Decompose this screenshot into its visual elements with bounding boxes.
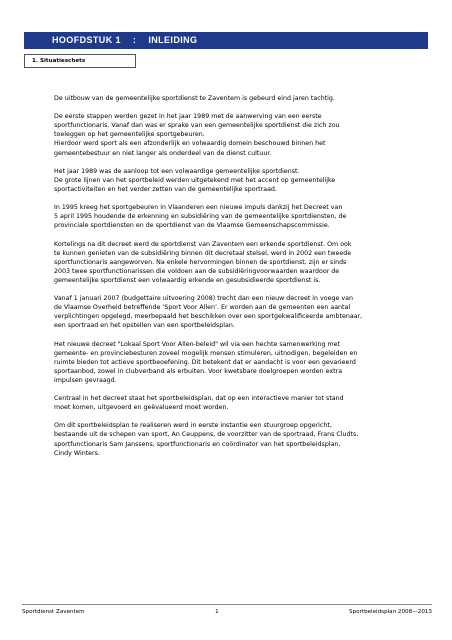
footer-organization: Sportdienst Zaventem xyxy=(22,609,85,615)
page-footer xyxy=(22,604,432,615)
paragraph: Het jaar 1989 was de aanloop tot een volwaardige gemeentelijke sportdienst. De grote lijnen van het sportbeleid werden uitgetekend met het accent op gemeentelijke sportactiviteiten en het verder zetten van de gemeentelijke sportraad. xyxy=(54,167,336,193)
paragraph: Centraal in het decreet staat het sportbeleidsplan, dat op een interactieve manier tot stand moet komen, uitgevoerd en geëvalueerd moet worden. xyxy=(54,395,344,412)
section-heading: 1. Situatieschets xyxy=(24,54,136,68)
body-text xyxy=(54,94,420,467)
page-number: 1 xyxy=(215,609,219,615)
paragraph: Kortelings na dit decreet werd de sportdienst van Zaventem een erkende sportdienst. Om ook te kunnen genieten van de subsidiëring binnen dit decretaal stelsel, werd in 2002 een tweede sportfunctionaris aangeworven. Na enkele hervormingen binnen de sportdienst, zijn er sinds 2003 twee sportfunctionarissen die voldoen aan de subsidiëringvoorwaarden waardoor de gemeentelijke sportdienst een volwaardig erkende en gesubsidieerde sportdienst is. xyxy=(54,240,352,284)
paragraph: De uitbouw van de gemeentelijke sportdienst te Zaventem is gebeurd eind jaren tachtig. xyxy=(54,95,335,102)
paragraph: In 1995 kreeg het sportgebeuren in Vlaanderen een nieuwe impuls dankzij het Decreet van 5 april 1995 houdende de erkenning en subsidiëring van de gemeentelijke sportdiensten, de provinciale sportdiensten en de sportdienst van de Vlaamse Gemeenschapscommissie. xyxy=(54,204,347,230)
paragraph: De eerste stappen werden gezet in het jaar 1989 met de aanwerving van een eerste sportfunctionaris. Vanaf dan was er sprake van een gemeentelijke sportdienst die zich zou toeleggen op het gemeentelijke sportgebeuren. Hierdoor werd sport als een afzonderlijk en volwaardig domein beschouwd binnen het gemeentebestuur en niet langer als onderdeel van de dienst cultuur. xyxy=(54,113,340,157)
chapter-title: INLEIDING xyxy=(148,35,198,45)
chapter-separator: : xyxy=(132,35,137,45)
paragraph: Om dit sportbeleidsplan te realiseren werd in eerste instantie een stuurgroep opgericht, bestaande uit de schepen van sport, An Ceuppens, de voorzitter van de sportraad, Frans Cludts, sportfunctionaris Sam Janssens, sportfunctionaris en coördinator van het sportbeleidsplan, Cindy Winters. xyxy=(54,422,359,457)
chapter-number: HOOFDSTUK 1 xyxy=(52,35,121,45)
chapter-header xyxy=(24,32,428,49)
paragraph: Het nieuwe decreet "Lokaal Sport Voor Allen-beleid" wil via een hechte samenwerking met gemeente- en provinciebesturen zoveel mogelijk mensen stimuleren, uitnodigen, begeleiden en ruimte bieden tot actieve sportbeoefening. Dit betekent dat er aandacht is voor een gevarieerd sportaanbod, zowel in clubverband als erbuiten. Voor kwetsbare doelgroepen worden extra impulsen gevraagd. xyxy=(54,340,358,384)
footer-document-title: Sportbeleidsplan 2008—2013 xyxy=(349,609,432,615)
paragraph: Vanaf 1 januari 2007 (budgettaire uitvoering 2008) trecht dan een nieuw decreet in voege van de Vlaamse Overheid betreffende ‘Sport Voor Allen’. Er worden aan de gemeenten een aantal verplichtingen opgelegd, meerbepaald het beschikken over een sportgekwalificeerde ambtenaar, een sportraad en het opstellen van een sportbeleidsplan. xyxy=(54,295,363,330)
